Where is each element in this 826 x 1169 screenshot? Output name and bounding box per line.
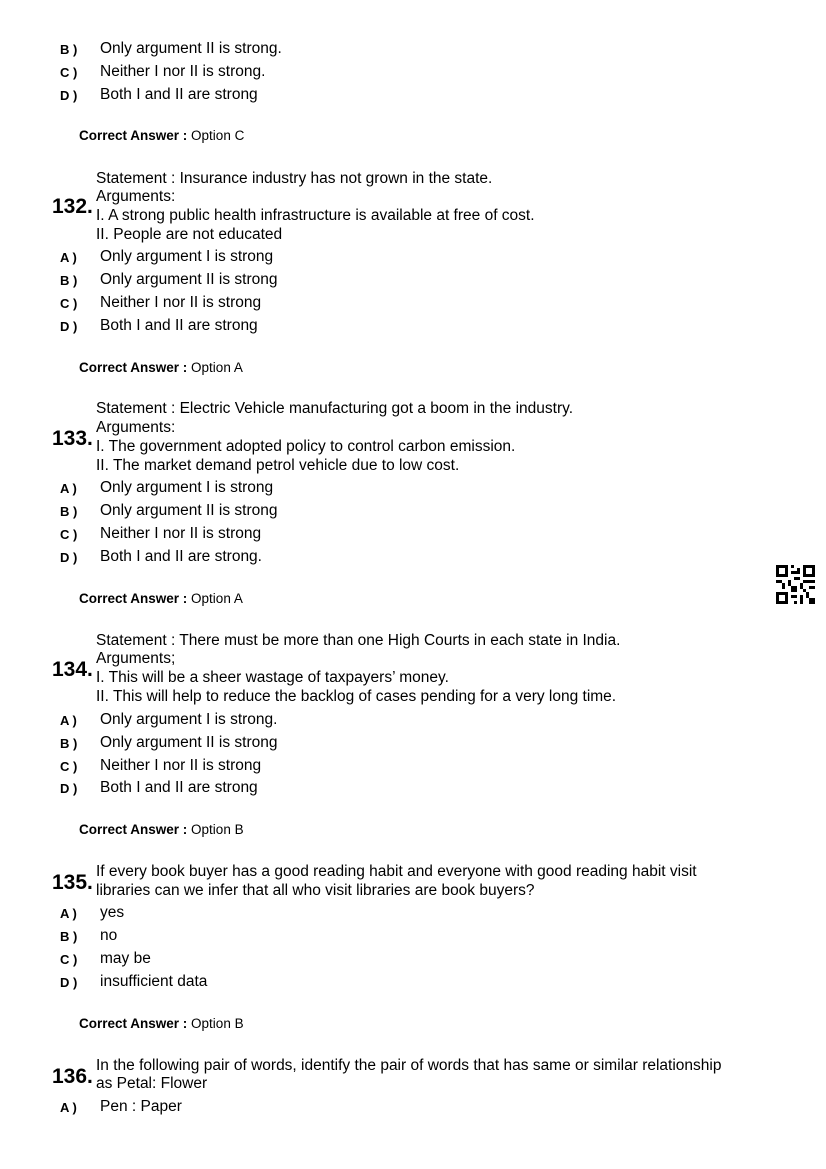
correct-answer-value: Option A <box>191 591 243 606</box>
option-text: Only argument I is strong <box>100 479 274 496</box>
option-letter: A ) <box>60 906 77 921</box>
question-line: I. A strong public health infrastructure is available at free of cost. <box>96 207 535 224</box>
option-letter: B ) <box>60 273 78 288</box>
question-number: 133. <box>52 427 93 450</box>
option-text: Only argument II is strong <box>100 271 278 288</box>
option-letter: D ) <box>60 550 78 565</box>
option-text: Only argument I is strong. <box>100 711 278 728</box>
option-text: Both I and II are strong <box>100 317 258 334</box>
correct-answer-label: Correct Answer : <box>79 822 188 837</box>
option-letter: D ) <box>60 319 78 334</box>
option-text: Neither I nor II is strong <box>100 757 262 774</box>
option-text: Both I and II are strong <box>100 779 258 796</box>
correct-answer <box>79 822 244 837</box>
question-line: II. This will help to reduce the backlog of cases pending for a very long time. <box>96 688 617 705</box>
question-line: Arguments: <box>96 188 176 205</box>
option-letter: C ) <box>60 952 78 967</box>
option-text: Only argument II is strong <box>100 502 278 519</box>
question-line: Statement : Insurance industry has not grown in the state. <box>96 170 493 187</box>
option-letter: C ) <box>60 65 78 80</box>
correct-answer-label: Correct Answer : <box>79 1016 188 1031</box>
question-line: as Petal: Flower <box>96 1075 208 1092</box>
option-letter: C ) <box>60 759 78 774</box>
question-number: 135. <box>52 871 93 894</box>
correct-answer-value: Option B <box>191 1016 244 1031</box>
option-letter: D ) <box>60 781 78 796</box>
option-letter: A ) <box>60 713 77 728</box>
option-letter: D ) <box>60 88 78 103</box>
question-line: I. The government adopted policy to control carbon emission. <box>96 438 516 455</box>
option-text: yes <box>100 904 125 921</box>
correct-answer-value: Option C <box>191 128 245 143</box>
question-line: Statement : There must be more than one High Courts in each state in India. <box>96 632 621 649</box>
correct-answer <box>79 591 243 606</box>
option-letter: B ) <box>60 504 78 519</box>
question-line: If every book buyer has a good reading habit and everyone with good reading habit visit <box>96 863 697 880</box>
option-letter: B ) <box>60 736 78 751</box>
option-text: may be <box>100 950 151 967</box>
question-number: 136. <box>52 1065 93 1088</box>
option-letter: B ) <box>60 42 78 57</box>
question-number: 134. <box>52 658 93 681</box>
option-text: Only argument I is strong <box>100 248 274 265</box>
option-text: Neither I nor II is strong. <box>100 63 266 80</box>
option-text: Neither I nor II is strong <box>100 525 262 542</box>
correct-answer-value: Option A <box>191 360 243 375</box>
question-line: I. This will be a sheer wastage of taxpayers’ money. <box>96 669 449 686</box>
correct-answer <box>79 1016 244 1031</box>
option-text: Only argument II is strong <box>100 734 278 751</box>
option-text: Both I and II are strong <box>100 86 258 103</box>
correct-answer-label: Correct Answer : <box>79 128 188 143</box>
question-line: II. People are not educated <box>96 226 283 243</box>
qr-code <box>776 565 815 604</box>
question-line: Statement : Electric Vehicle manufacturing got a boom in the industry. <box>96 400 574 417</box>
option-text: Neither I nor II is strong <box>100 294 262 311</box>
option-text: insufficient data <box>100 973 208 990</box>
option-letter: A ) <box>60 250 77 265</box>
question-line: Arguments; <box>96 650 176 667</box>
correct-answer-label: Correct Answer : <box>79 591 188 606</box>
option-text: no <box>100 927 118 944</box>
correct-answer-label: Correct Answer : <box>79 360 188 375</box>
option-text: Only argument II is strong. <box>100 40 282 57</box>
correct-answer <box>79 360 243 375</box>
question-line: II. The market demand petrol vehicle due to low cost. <box>96 457 460 474</box>
option-letter: A ) <box>60 1100 77 1115</box>
question-line: In the following pair of words, identify the pair of words that has same or similar relationship <box>96 1057 722 1074</box>
question-line: libraries can we infer that all who visit libraries are book buyers? <box>96 882 535 899</box>
option-letter: A ) <box>60 481 77 496</box>
correct-answer-value: Option B <box>191 822 244 837</box>
option-letter: C ) <box>60 527 78 542</box>
option-letter: C ) <box>60 296 78 311</box>
correct-answer <box>79 128 244 143</box>
option-letter: D ) <box>60 975 78 990</box>
option-text: Both I and II are strong. <box>100 548 262 565</box>
option-text: Pen : Paper <box>100 1098 182 1115</box>
question-line: Arguments: <box>96 419 176 436</box>
option-letter: B ) <box>60 929 78 944</box>
question-number: 132. <box>52 195 93 218</box>
